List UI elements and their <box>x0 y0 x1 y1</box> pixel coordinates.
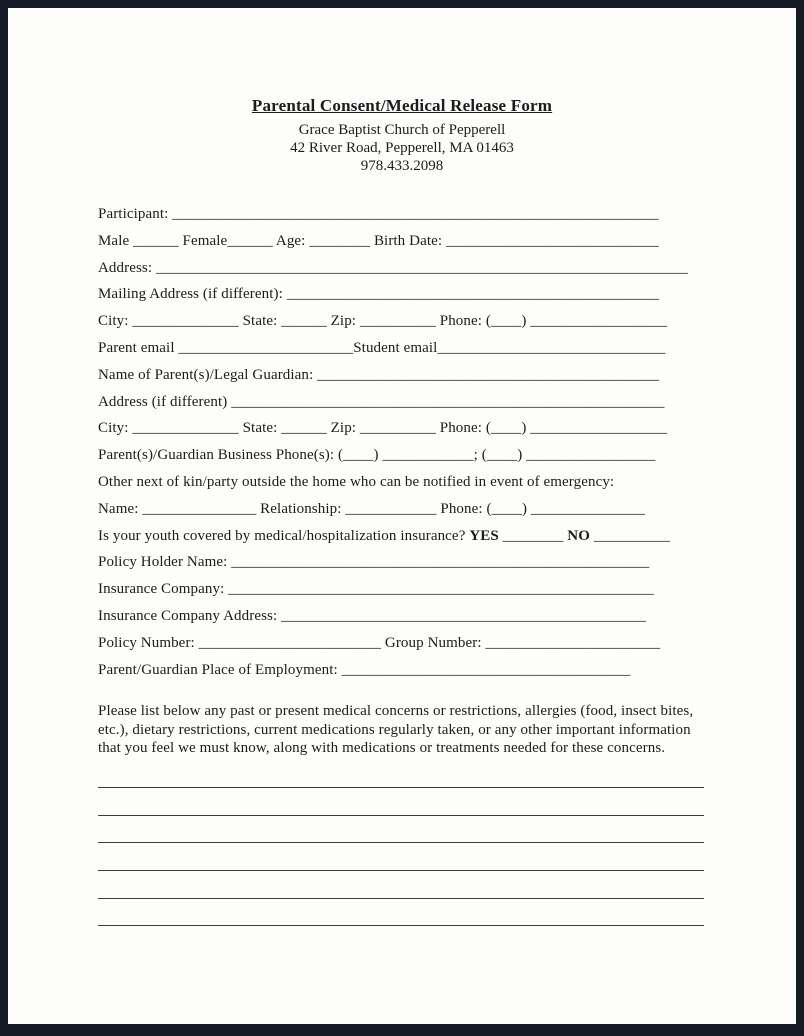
insurance-yes-label: YES <box>469 527 499 544</box>
write-in-line <box>98 843 704 871</box>
emergency-contact-intro: Other next of kin/party outside the home who can be notified in event of emergency: <box>98 473 615 490</box>
form-title: Parental Consent/Medical Release Form <box>251 96 553 115</box>
field-guardian-name: Name of Parent(s)/Legal Guardian: _____________________________________________ <box>98 366 660 383</box>
field-business-phones: Parent(s)/Guardian Business Phone(s): (____) ____________; (____) _________________ <box>98 447 656 464</box>
field-demographics: Male ______ Female______ Age: ________ Birth Date: ____________________________ <box>98 232 659 249</box>
field-participant: Participant: ________________________________________________________________ <box>98 206 659 222</box>
medical-notes-write-area <box>98 761 704 927</box>
insurance-question-text: Is your youth covered by medical/hospitalization insurance? <box>98 527 470 544</box>
form-body <box>98 201 704 926</box>
write-in-line <box>98 871 704 899</box>
field-insurance-company: Insurance Company: ________________________________________________________ <box>98 581 654 598</box>
medical-notes-paragraph: Please list below any past or present medical concerns or restrictions, allergies (food, insect bites, etc.), dietary restrictions, current medications regularly taken, or any other important information that you feel we must know, along with medications or treatments needed for these concerns. <box>98 703 694 757</box>
field-emergency-contact: Name: _______________ Relationship: ____________ Phone: (____) _______________ <box>98 500 645 517</box>
field-emails: Parent email _______________________Student email______________________________ <box>98 339 666 356</box>
org-address: 42 River Road, Pepperell, MA 01463 <box>290 140 514 156</box>
org-name: Grace Baptist Church of Pepperell <box>298 122 506 138</box>
write-in-line <box>98 788 704 816</box>
form-header <box>8 96 796 175</box>
field-address: Address: ______________________________________________________________________ <box>98 259 688 276</box>
field-guardian-address: Address (if different) _________________________________________________________ <box>98 393 665 410</box>
field-mailing-address: Mailing Address (if different): _________________________________________________ <box>98 286 660 303</box>
field-policy-group-numbers: Policy Number: ________________________ Group Number: _______________________ <box>98 634 661 651</box>
write-in-line <box>98 816 704 844</box>
field-policy-holder: Policy Holder Name: _______________________________________________________ <box>98 554 650 571</box>
insurance-yes-blank: ________ <box>498 527 568 544</box>
field-employment: Parent/Guardian Place of Employment: ______________________________________ <box>98 661 631 678</box>
field-city-state-zip-phone-1: City: ______________ State: ______ Zip: __________ Phone: (____) __________________ <box>98 313 668 330</box>
field-insurance-address: Insurance Company Address: ________________________________________________ <box>98 607 646 624</box>
write-in-line <box>98 899 704 927</box>
insurance-no-blank: __________ <box>590 527 670 544</box>
field-city-state-zip-phone-2: City: ______________ State: ______ Zip: __________ Phone: (____) __________________ <box>98 420 668 437</box>
insurance-no-label: NO <box>567 527 590 544</box>
org-phone: 978.433.2098 <box>360 158 444 174</box>
write-in-line <box>98 761 704 789</box>
field-insurance-question <box>98 523 704 550</box>
